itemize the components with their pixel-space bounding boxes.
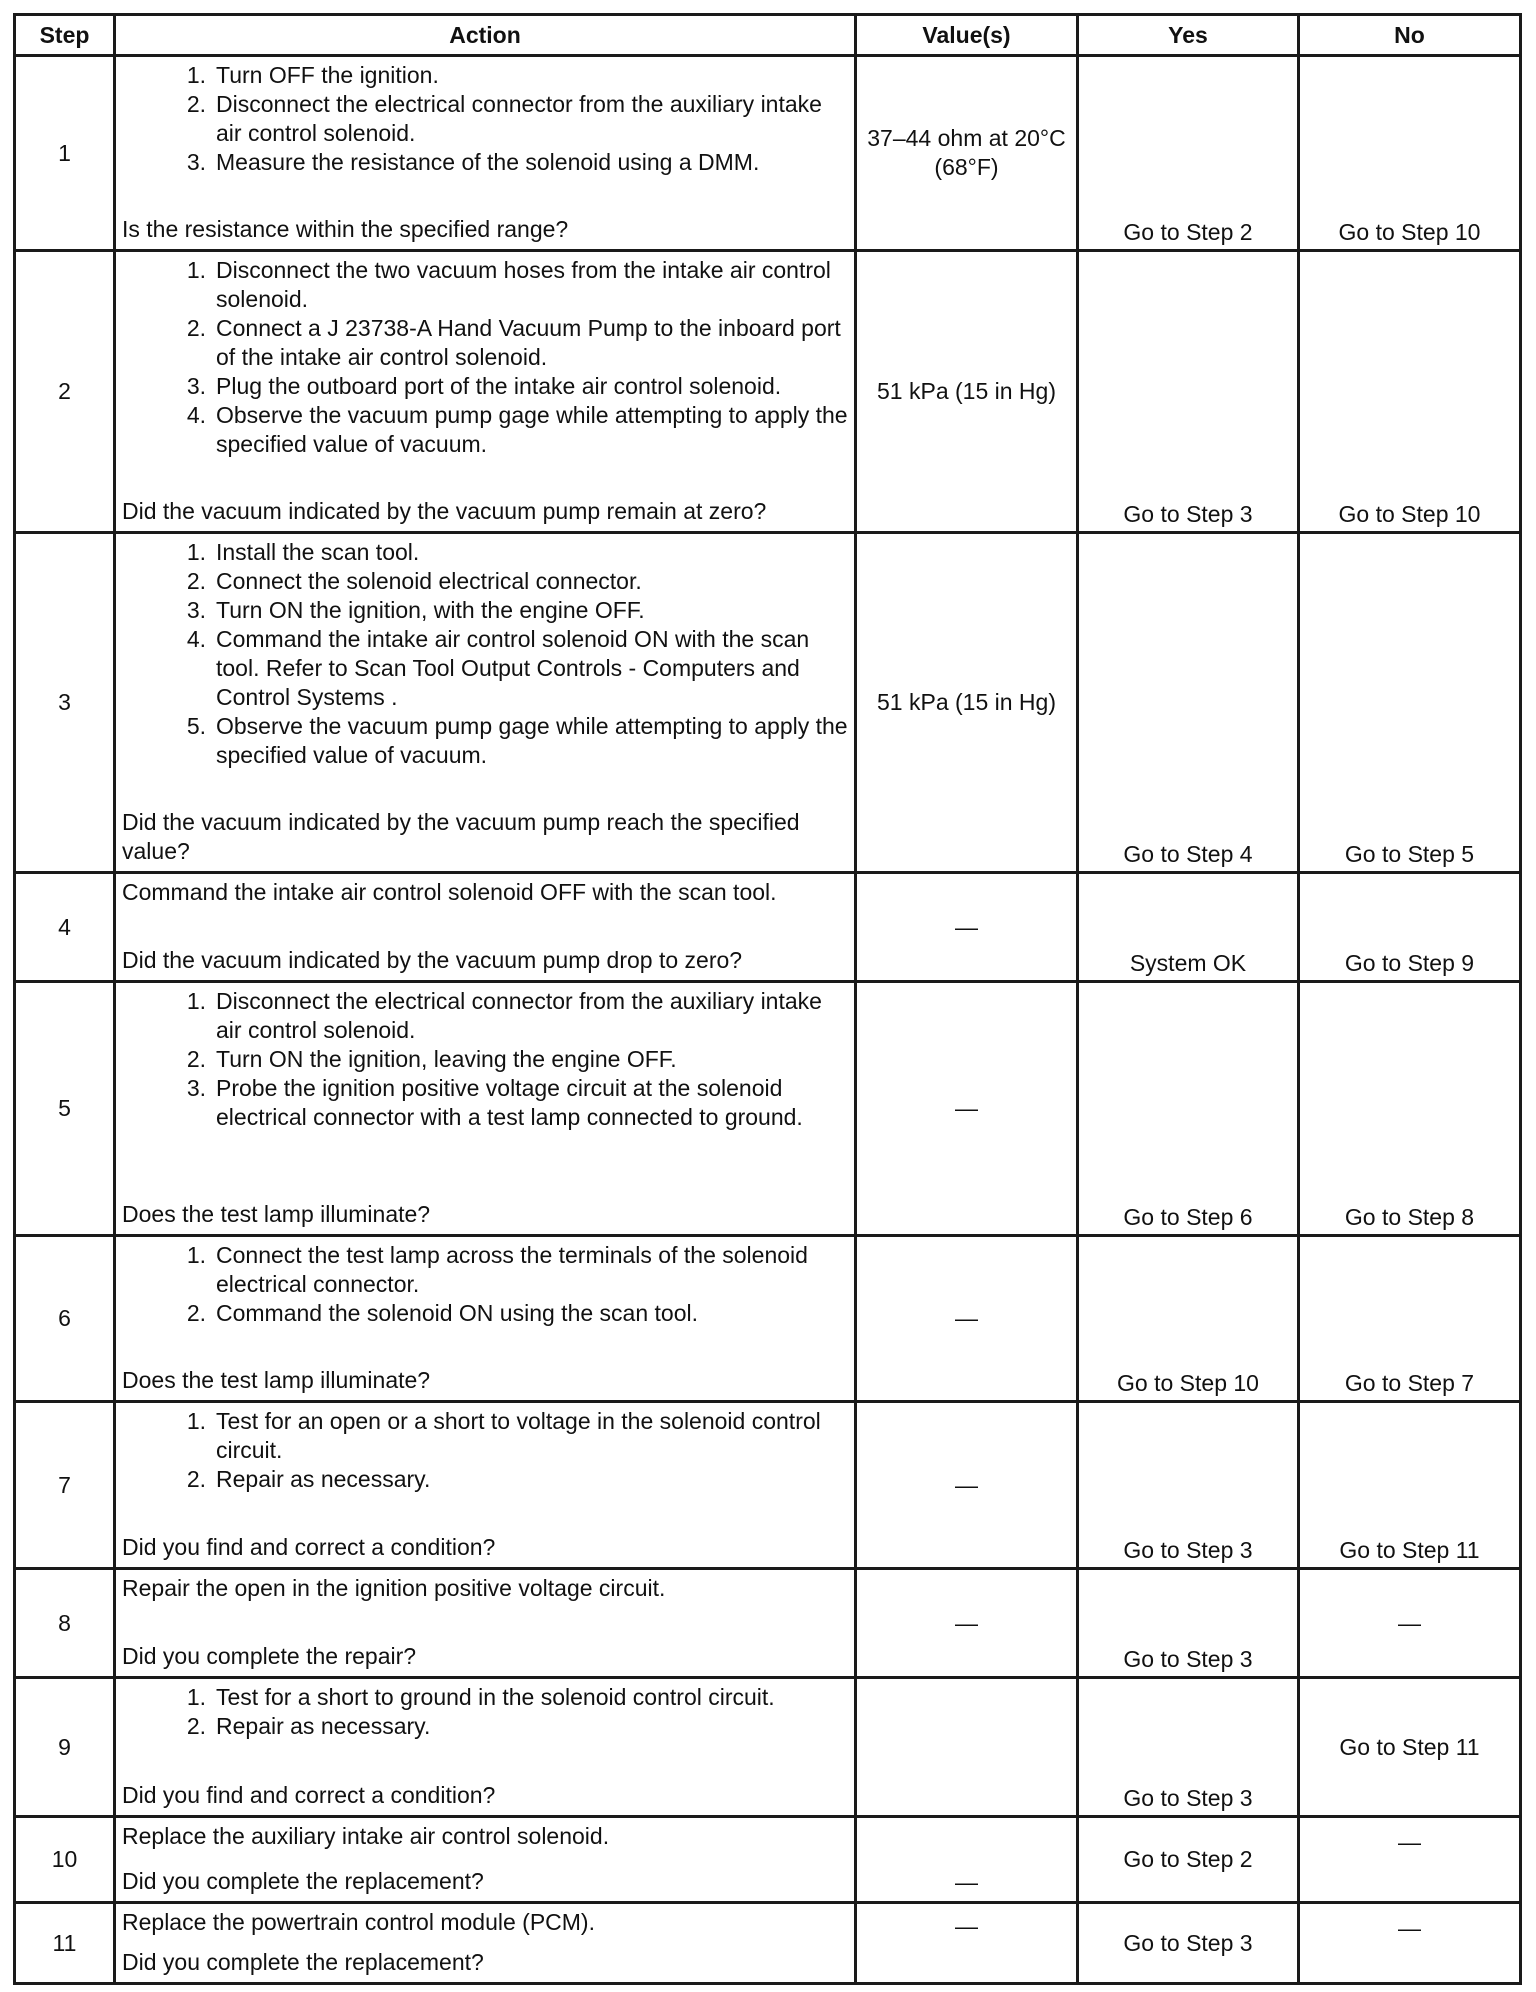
- step-number: 10: [15, 1817, 115, 1903]
- action-cell: [115, 873, 856, 982]
- yes-cell: Go to Step 10: [1078, 1236, 1299, 1402]
- list-item: 2. Repair as necessary.: [186, 1713, 431, 1739]
- list-item: 3. Measure the resistance of the solenoid using a DMM.: [186, 149, 760, 175]
- action-list: [122, 256, 848, 459]
- action-list: [122, 538, 848, 770]
- table-row: [15, 1903, 1521, 1984]
- step-question: Did the vacuum indicated by the vacuum pump remain at zero?: [122, 498, 767, 524]
- value-cell: —: [856, 1402, 1078, 1569]
- step-question: Did you find and correct a condition?: [122, 1534, 496, 1560]
- value-cell: —: [856, 873, 1078, 982]
- no-cell: Go to Step 11: [1299, 1402, 1521, 1569]
- list-item: 1. Install the scan tool.: [186, 539, 420, 565]
- step-number: 1: [15, 56, 115, 251]
- step-question: Did the vacuum indicated by the vacuum pump reach the specified value?: [122, 809, 800, 864]
- action-list: [122, 61, 848, 177]
- no-cell: Go to Step 7: [1299, 1236, 1521, 1402]
- value-cell: —: [856, 1569, 1078, 1678]
- list-item: 3. Turn ON the ignition, with the engine OFF.: [186, 597, 645, 623]
- list-item: 3. Plug the outboard port of the intake air control solenoid.: [186, 373, 782, 399]
- no-cell: Go to Step 9: [1299, 873, 1521, 982]
- table-row: [15, 533, 1521, 873]
- step-number: 3: [15, 533, 115, 873]
- yes-cell: Go to Step 4: [1078, 533, 1299, 873]
- table-row: [15, 1678, 1521, 1817]
- table-row: [15, 1236, 1521, 1402]
- table-row: [15, 56, 1521, 251]
- action-cell: [115, 1402, 856, 1569]
- list-item: 5. Observe the vacuum pump gage while attempting to apply the specified value of vacuum.: [186, 713, 848, 768]
- action-list: [122, 1407, 848, 1494]
- yes-cell: Go to Step 2: [1078, 1817, 1299, 1903]
- value-cell: —: [856, 1903, 1078, 1984]
- header-yes: Yes: [1078, 15, 1299, 56]
- table-row: [15, 1817, 1521, 1903]
- action-text: Repair the open in the ignition positive voltage circuit.: [122, 1575, 666, 1601]
- table-row: [15, 1569, 1521, 1678]
- step-question: Does the test lamp illuminate?: [122, 1367, 431, 1393]
- no-cell: Go to Step 10: [1299, 56, 1521, 251]
- list-item: 2. Turn ON the ignition, leaving the engine OFF.: [186, 1046, 677, 1072]
- step-number: 11: [15, 1903, 115, 1984]
- table-row: [15, 982, 1521, 1236]
- step-number: 4: [15, 873, 115, 982]
- step-question: Did the vacuum indicated by the vacuum pump drop to zero?: [122, 947, 743, 973]
- step-question: Does the test lamp illuminate?: [122, 1201, 431, 1227]
- value-cell: —: [856, 982, 1078, 1236]
- action-list: [122, 1683, 848, 1741]
- yes-cell: Go to Step 6: [1078, 982, 1299, 1236]
- diagnostic-table: [13, 13, 1522, 1985]
- action-cell: [115, 1678, 856, 1817]
- list-item: 2. Connect the solenoid electrical connector.: [186, 568, 642, 594]
- list-item: 3. Probe the ignition positive voltage circuit at the solenoid electrical connector with a test lamp connected to ground.: [186, 1075, 803, 1130]
- yes-cell: Go to Step 3: [1078, 1402, 1299, 1569]
- no-cell: Go to Step 11: [1299, 1678, 1521, 1817]
- yes-cell: Go to Step 3: [1078, 1678, 1299, 1817]
- value-cell: 51 kPa (15 in Hg): [856, 533, 1078, 873]
- step-question: Is the resistance within the specified range?: [122, 216, 569, 242]
- no-cell: —: [1299, 1903, 1521, 1984]
- action-cell: [115, 533, 856, 873]
- action-list: [122, 987, 848, 1132]
- action-cell: [115, 1903, 856, 1984]
- list-item: 1. Test for a short to ground in the solenoid control circuit.: [186, 1684, 775, 1710]
- table-row: [15, 1402, 1521, 1569]
- list-item: 1. Disconnect the two vacuum hoses from the intake air control solenoid.: [186, 257, 831, 312]
- list-item: 4. Observe the vacuum pump gage while attempting to apply the specified value of vacuum.: [186, 402, 848, 457]
- list-item: 1. Disconnect the electrical connector from the auxiliary intake air control solenoid.: [186, 988, 822, 1043]
- action-cell: [115, 56, 856, 251]
- action-cell: [115, 251, 856, 533]
- action-cell: [115, 1236, 856, 1402]
- list-item: 4. Command the intake air control solenoid ON with the scan tool. Refer to Scan Tool Output Controls - Computers and Control Systems .: [186, 626, 810, 710]
- step-number: 9: [15, 1678, 115, 1817]
- step-number: 5: [15, 982, 115, 1236]
- no-cell: —: [1299, 1817, 1521, 1903]
- header-step: Step: [15, 15, 115, 56]
- header-action: Action: [115, 15, 856, 56]
- list-item: 2. Repair as necessary.: [186, 1466, 431, 1492]
- value-cell: —: [856, 1236, 1078, 1402]
- value-cell: —: [856, 1817, 1078, 1903]
- list-item: 2. Connect a J 23738-A Hand Vacuum Pump to the inboard port of the intake air control solenoid.: [186, 315, 841, 370]
- action-list: [122, 1241, 848, 1328]
- list-item: 1. Test for an open or a short to voltage in the solenoid control circuit.: [186, 1408, 821, 1463]
- action-cell: [115, 1817, 856, 1903]
- step-question: Did you complete the repair?: [122, 1643, 417, 1669]
- action-text: Command the intake air control solenoid OFF with the scan tool.: [122, 879, 777, 905]
- step-question: Did you complete the replacement?: [122, 1868, 484, 1894]
- action-text: Replace the powertrain control module (PCM).: [122, 1909, 595, 1935]
- header-no: No: [1299, 15, 1521, 56]
- header-values: Value(s): [856, 15, 1078, 56]
- yes-cell: System OK: [1078, 873, 1299, 982]
- step-number: 7: [15, 1402, 115, 1569]
- header-row: [15, 15, 1521, 56]
- yes-cell: Go to Step 3: [1078, 251, 1299, 533]
- list-item: 1. Connect the test lamp across the terminals of the solenoid electrical connector.: [186, 1242, 808, 1297]
- list-item: 2. Disconnect the electrical connector from the auxiliary intake air control solenoid.: [186, 91, 822, 146]
- step-question: Did you complete the replacement?: [122, 1949, 484, 1975]
- value-cell: 51 kPa (15 in Hg): [856, 251, 1078, 533]
- yes-cell: Go to Step 3: [1078, 1569, 1299, 1678]
- list-item: 1. Turn OFF the ignition.: [186, 62, 439, 88]
- no-cell: Go to Step 5: [1299, 533, 1521, 873]
- action-text: Replace the auxiliary intake air control solenoid.: [122, 1823, 610, 1849]
- step-question: Did you find and correct a condition?: [122, 1782, 496, 1808]
- yes-cell: Go to Step 2: [1078, 56, 1299, 251]
- step-number: 2: [15, 251, 115, 533]
- value-cell: 37–44 ohm at 20°C (68°F): [856, 56, 1078, 251]
- no-cell: Go to Step 10: [1299, 251, 1521, 533]
- action-cell: [115, 1569, 856, 1678]
- value-cell: [856, 1678, 1078, 1817]
- no-cell: —: [1299, 1569, 1521, 1678]
- step-number: 8: [15, 1569, 115, 1678]
- table-row: [15, 873, 1521, 982]
- step-number: 6: [15, 1236, 115, 1402]
- no-cell: Go to Step 8: [1299, 982, 1521, 1236]
- yes-cell: Go to Step 3: [1078, 1903, 1299, 1984]
- table-row: [15, 251, 1521, 533]
- list-item: 2. Command the solenoid ON using the scan tool.: [186, 1300, 698, 1326]
- action-cell: [115, 982, 856, 1236]
